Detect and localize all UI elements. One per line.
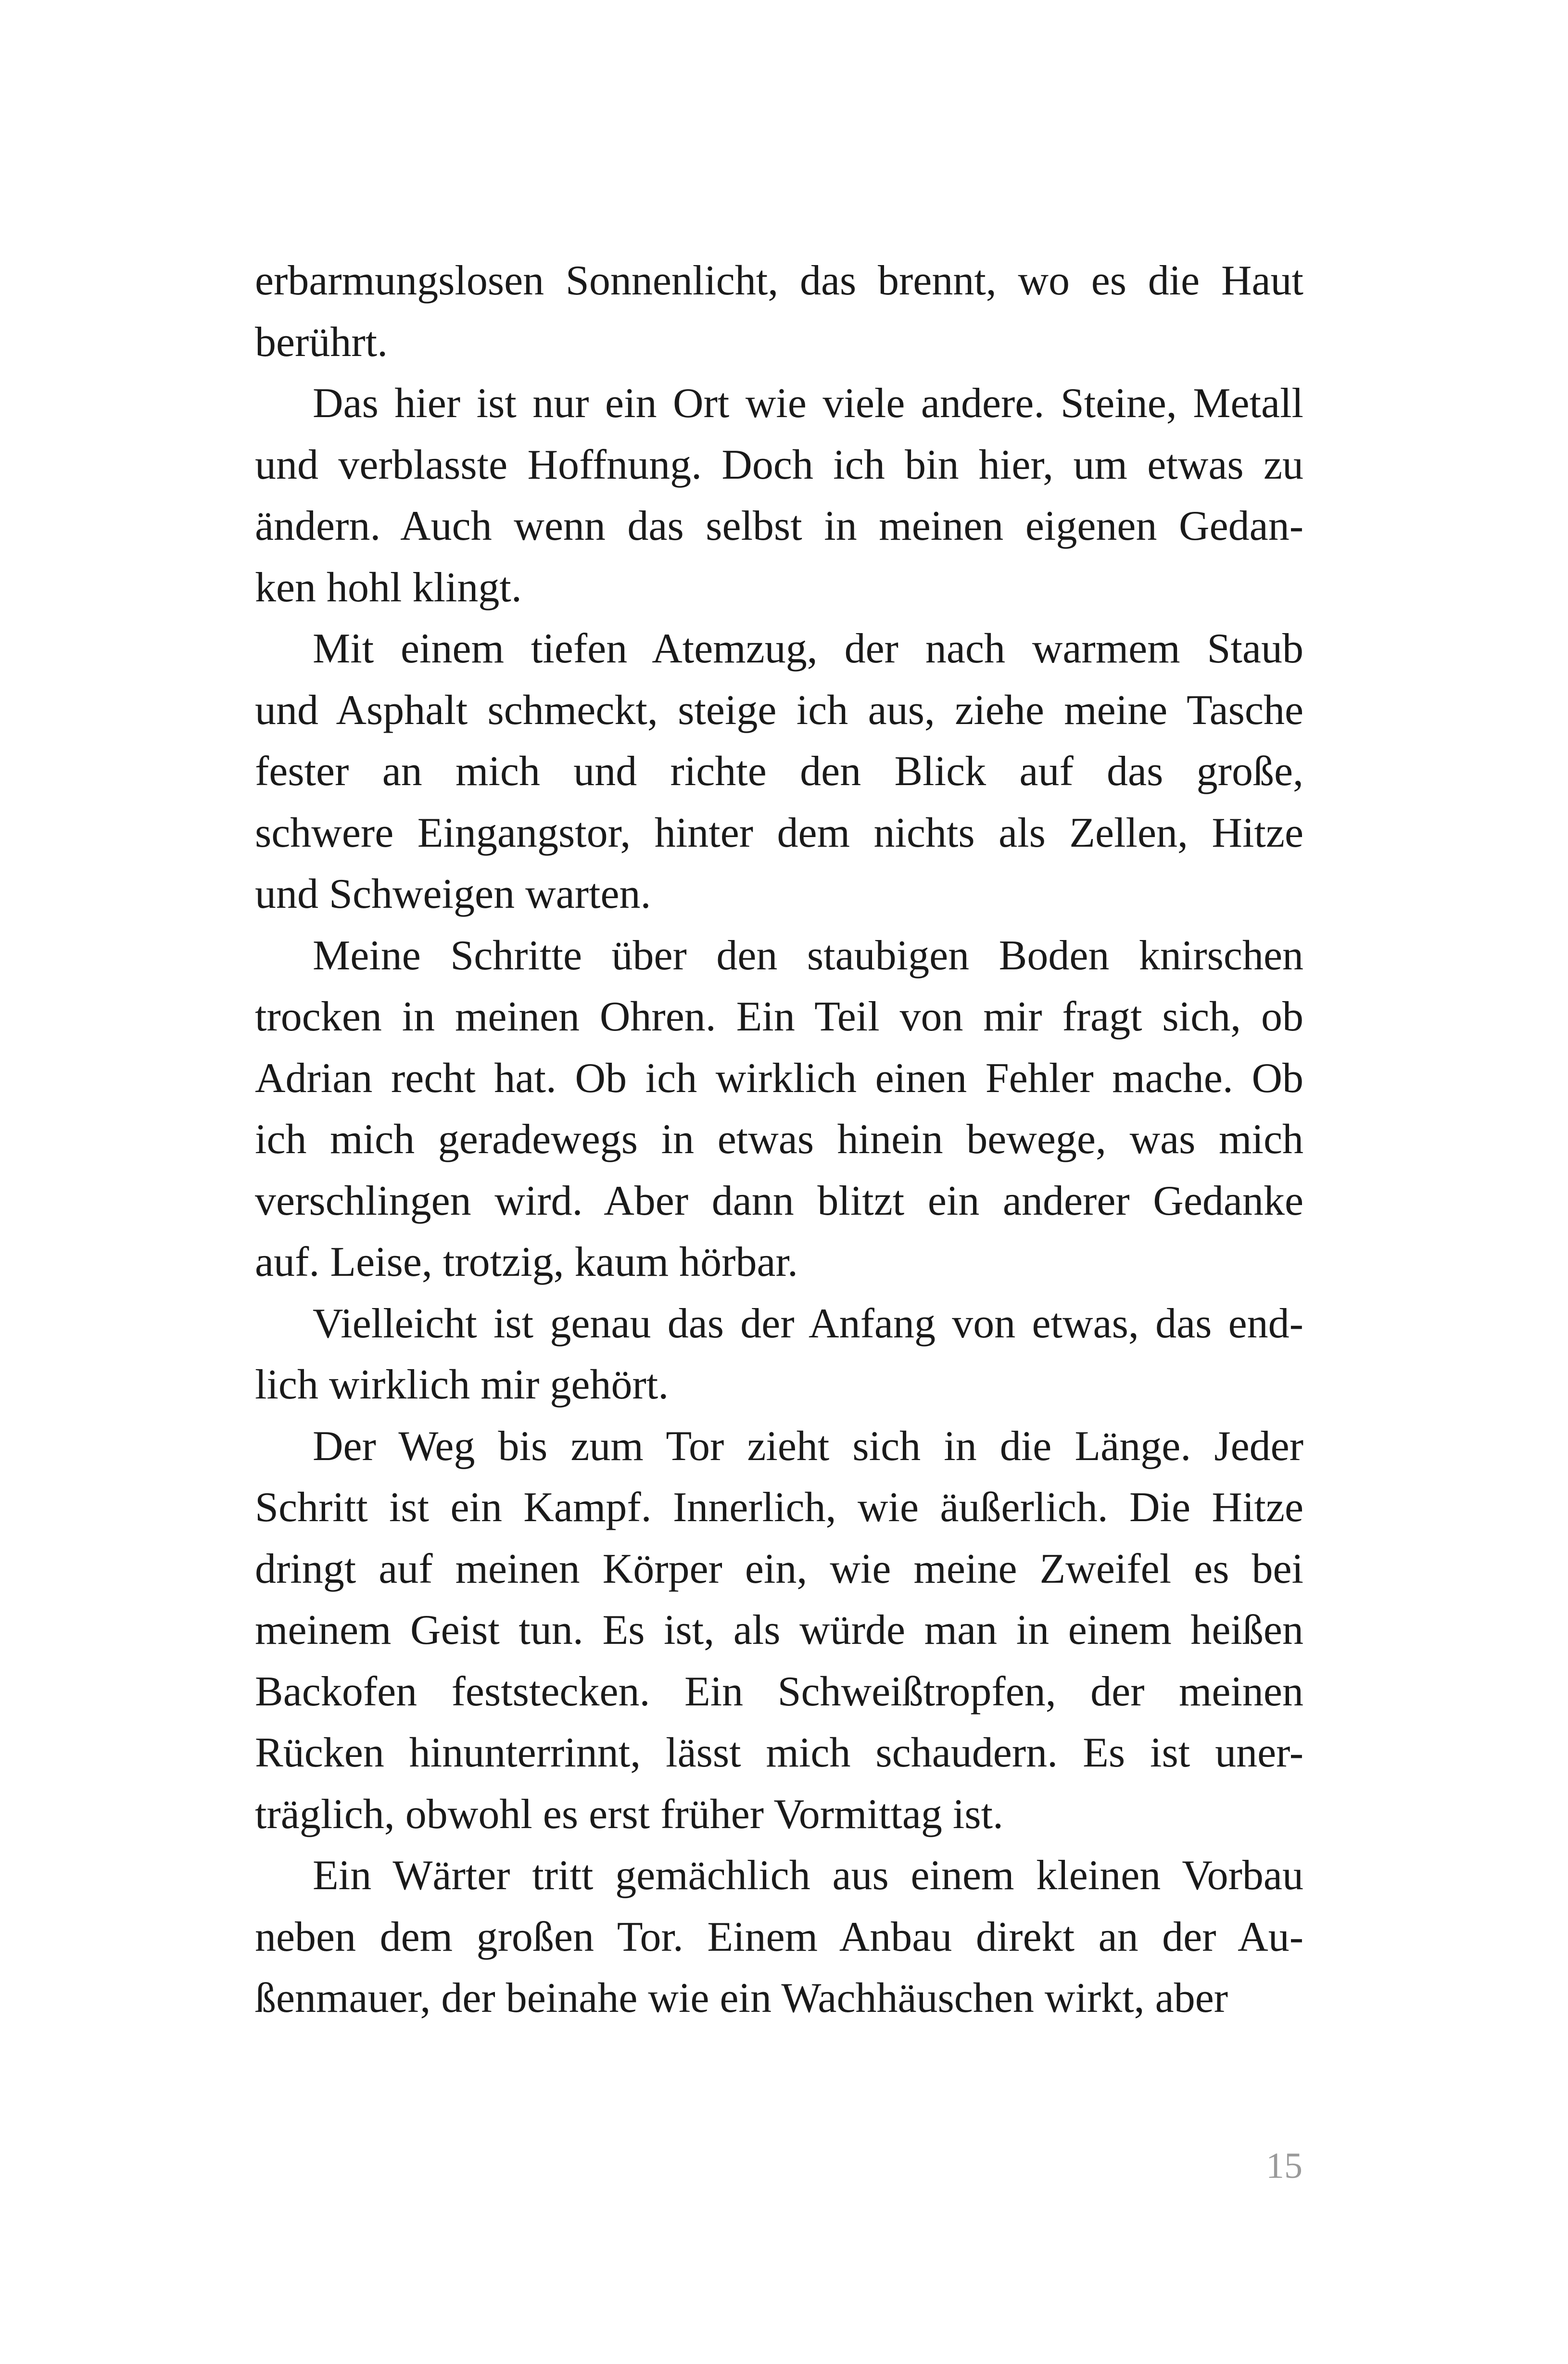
text-line: berührt. [255, 318, 388, 366]
text-line: fester an mich und richte den Blick auf das große, [255, 748, 1303, 795]
text-line: verschlingen wird. Aber dann blitzt ein anderer Gedanke [255, 1177, 1303, 1224]
text-line: Das hier ist nur ein Ort wie viele andere. Steine, Metall [313, 380, 1303, 427]
text-line: neben dem großen Tor. Einem Anbau direkt an der Au- [255, 1913, 1303, 1960]
text-line: meinem Geist tun. Es ist, als würde man in einem heißen [255, 1607, 1303, 1653]
text-line: Schritt ist ein Kampf. Innerlich, wie äußerlich. Die Hitze [255, 1484, 1303, 1531]
text-line: Ein Wärter tritt gemächlich aus einem kleinen Vorbau [313, 1852, 1303, 1899]
text-line: Meine Schritte über den staubigen Boden knirschen [313, 932, 1303, 979]
text-line: und Schweigen warten. [255, 871, 651, 917]
text-line: und Asphalt schmeckt, steige ich aus, ziehe meine Tasche [255, 686, 1303, 734]
paragraph [255, 1416, 1303, 1845]
text-line: träglich, obwohl es erst früher Vormittag ist. [255, 1791, 1004, 1838]
text-line: ßenmauer, der beinahe wie ein Wachhäuschen wirkt, aber [255, 1975, 1228, 2021]
text-line: schwere Eingangstor, hinter dem nichts als Zellen, Hitze [255, 809, 1303, 856]
body-text [255, 250, 1303, 2029]
text-line: Rücken hinunterrinnt, lässt mich schaudern. Es ist uner- [255, 1729, 1303, 1776]
text-line: Mit einem tiefen Atemzug, der nach warmem Staub [313, 625, 1303, 672]
paragraph [255, 1293, 1303, 1416]
paragraph [255, 1845, 1303, 2029]
text-line: und verblasste Hoffnung. Doch ich bin hier, um etwas zu [255, 441, 1303, 488]
page-number: 15 [1266, 2146, 1302, 2186]
paragraph [255, 925, 1303, 1293]
text-line: ich mich geradewegs in etwas hinein bewege, was mich [255, 1116, 1303, 1163]
text-line: auf. Leise, trotzig, kaum hörbar. [255, 1239, 798, 1285]
text-line: ändern. Auch wenn das selbst in meinen eigenen Gedan- [255, 503, 1303, 549]
paragraph [255, 373, 1303, 618]
text-line: Vielleicht ist genau das der Anfang von etwas, das end- [313, 1300, 1303, 1347]
text-line: Backofen feststecken. Ein Schweißtropfen, der meinen [255, 1668, 1303, 1715]
paragraph [255, 618, 1303, 925]
text-line: dringt auf meinen Körper ein, wie meine Zweifel es bei [255, 1545, 1303, 1592]
text-line: Der Weg bis zum Tor zieht sich in die Länge. Jeder [313, 1423, 1303, 1470]
text-line: ken hohl klingt. [255, 564, 522, 611]
text-line: trocken in meinen Ohren. Ein Teil von mir fragt sich, ob [255, 993, 1303, 1040]
text-line: erbarmungslosen Sonnenlicht, das brennt, wo es die Haut [255, 257, 1303, 304]
text-line: lich wirklich mir gehört. [255, 1361, 669, 1408]
paragraph [255, 250, 1303, 373]
text-line: Adrian recht hat. Ob ich wirklich einen Fehler mache. Ob [255, 1055, 1303, 1102]
